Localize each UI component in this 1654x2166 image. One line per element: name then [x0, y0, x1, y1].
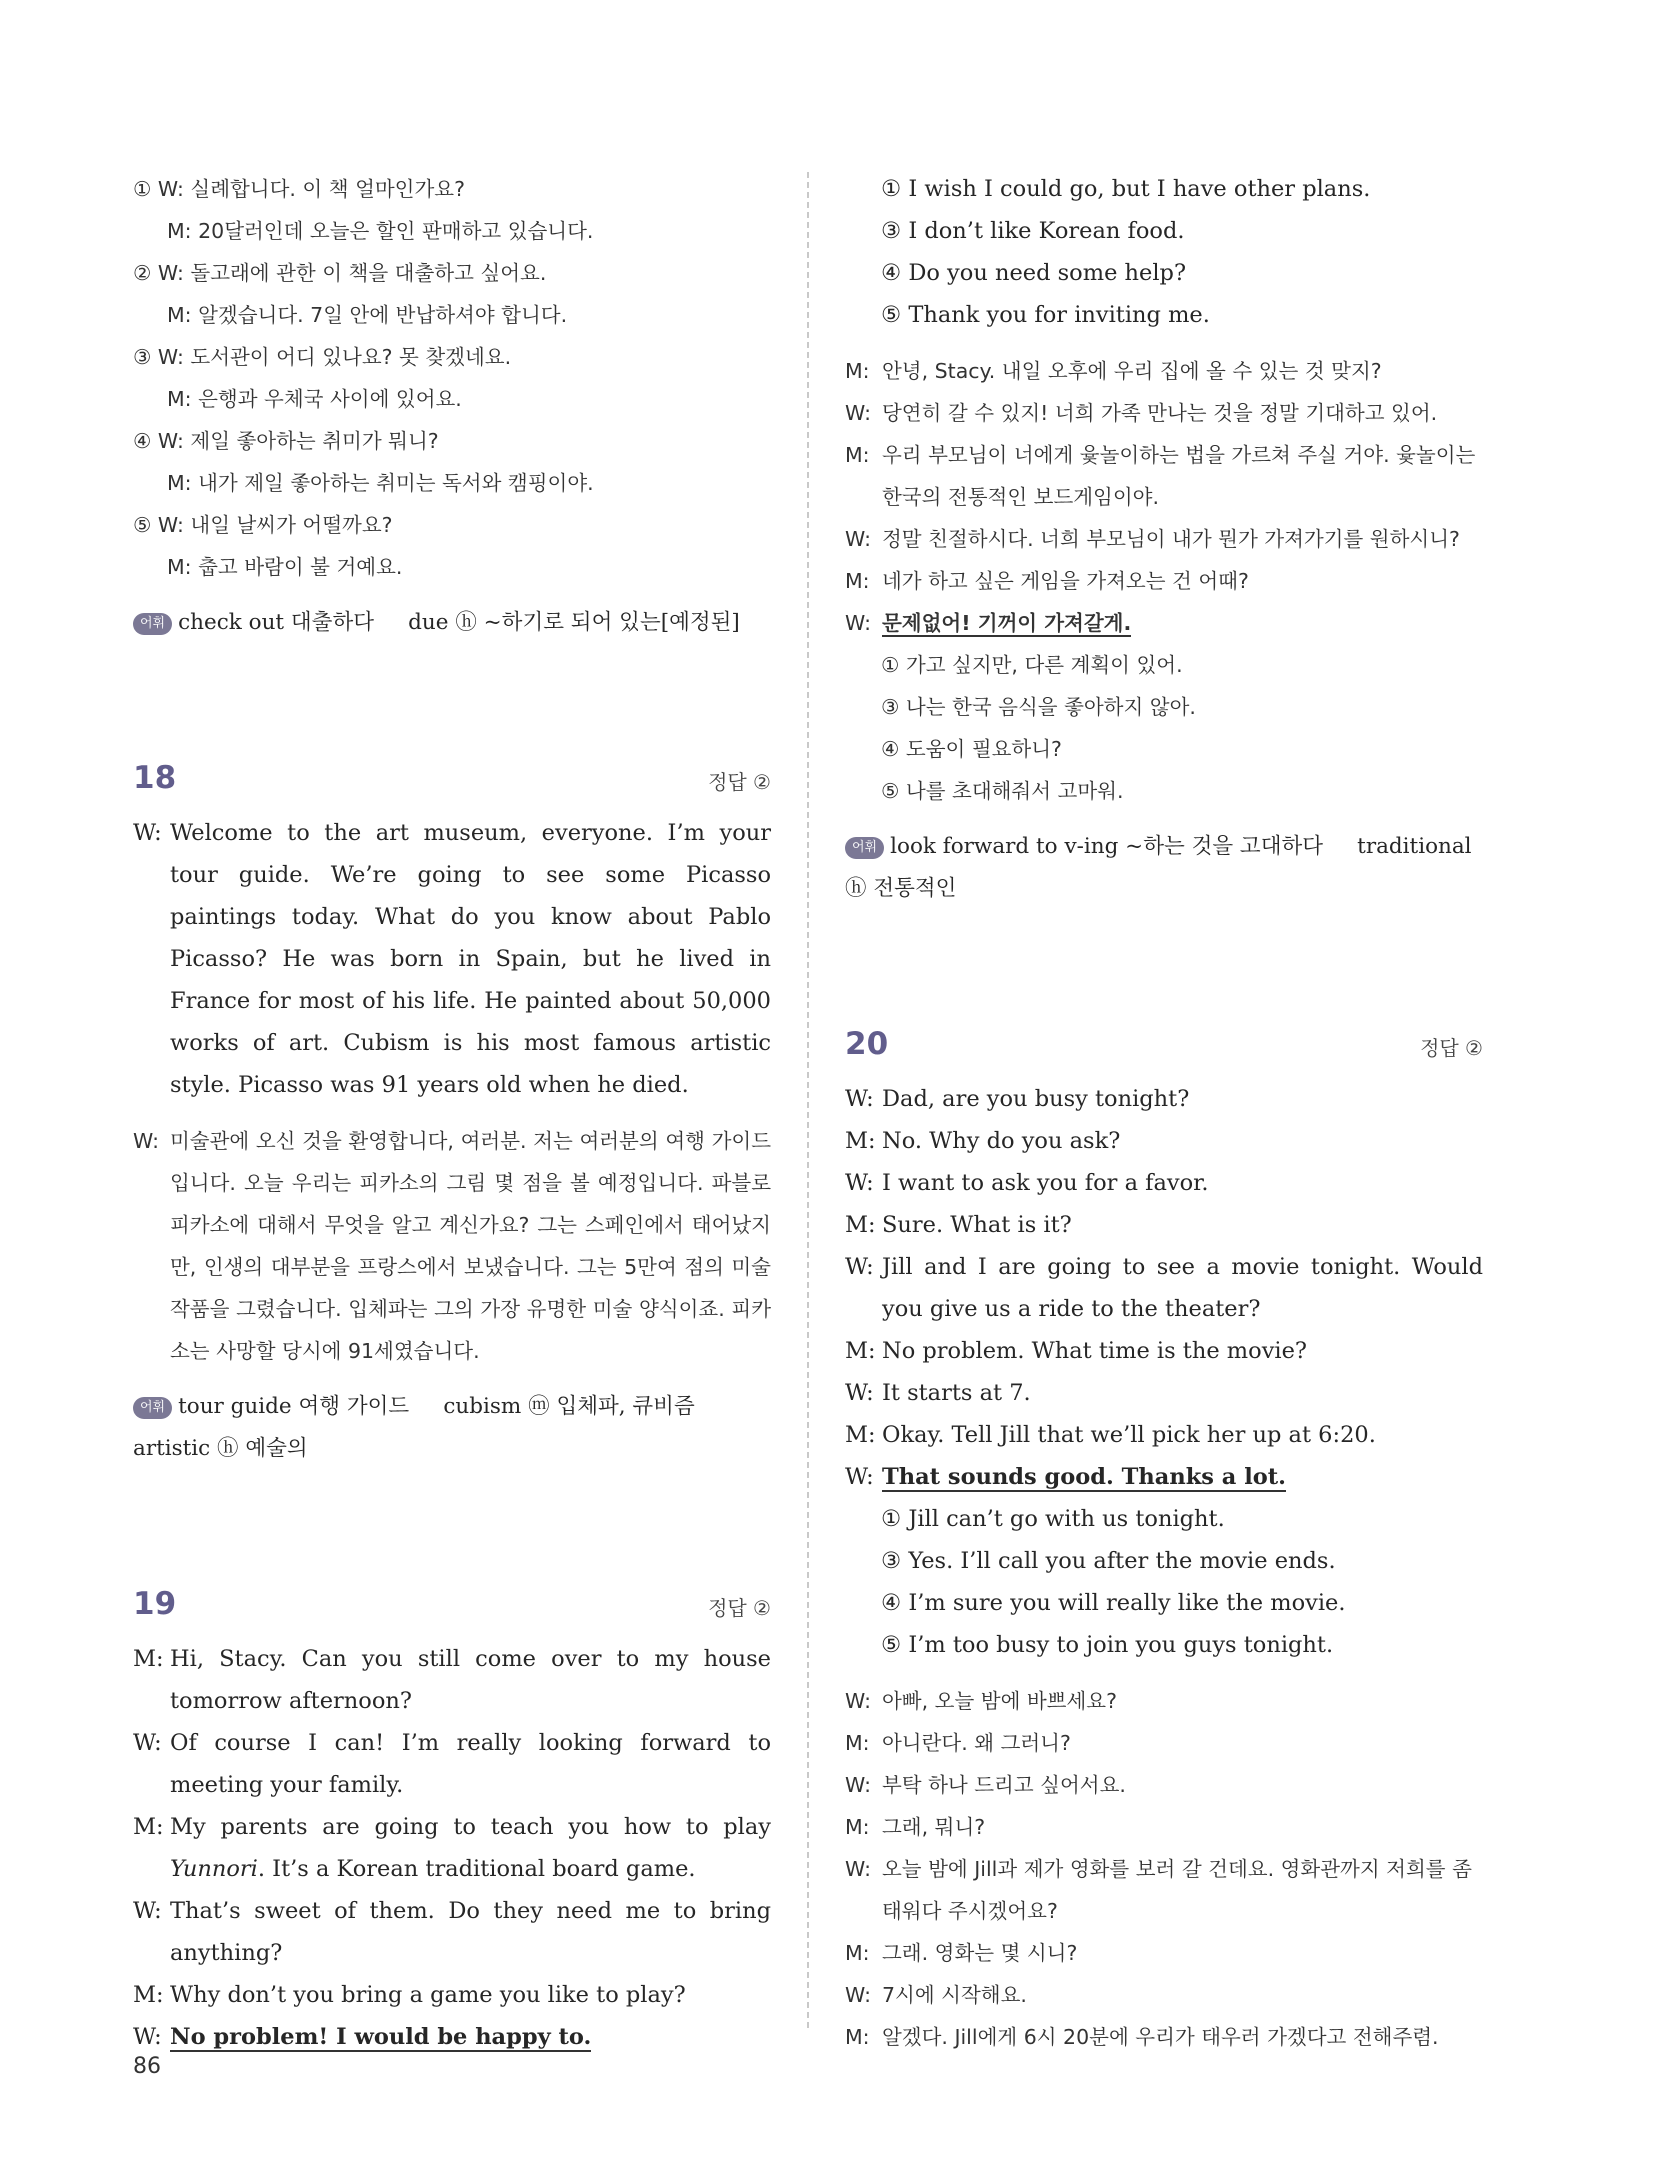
- option: ⑤ 나를 초대해줘서 고마워.: [881, 779, 1124, 803]
- line-text: 그래, 뭐니?: [882, 1815, 986, 1839]
- speaker: W:: [133, 1129, 159, 1153]
- line-text: [170, 1806, 771, 1890]
- line-text: 아빠, 오늘 밤에 바쁘세요?: [882, 1689, 1117, 1713]
- speaker: M:: [845, 1815, 870, 1839]
- option: ① 가고 싶지만, 다른 계획이 있어.: [881, 653, 1183, 677]
- option: ① Jill can’t go with us tonight.: [881, 1506, 1225, 1532]
- vocab-text: check out 대출하다 due ⓗ ~하기로 되어 있는[예정된]: [178, 610, 740, 635]
- option-3-w: ③ W: 도서관이 어디 있나요? 못 찾겠네요.: [133, 345, 512, 369]
- option-5-w: ⑤ W: 내일 날씨가 어떨까요?: [133, 513, 393, 537]
- line-text: 아니란다. 왜 그러니?: [882, 1731, 1071, 1755]
- dialogue-line: [845, 350, 1483, 392]
- dialogue-line: [845, 1372, 1483, 1414]
- line-text: 정말 친절하시다. 너희 부모님이 내가 뭔가 가져가기를 원하시니?: [882, 527, 1460, 551]
- dialogue-line: [845, 1162, 1483, 1204]
- right-column: [845, 168, 1483, 2058]
- q19-korean: [845, 350, 1483, 812]
- correct-answer: That sounds good. Thanks a lot.: [882, 1464, 1287, 1490]
- dialogue-line: [845, 1330, 1483, 1372]
- line-text: That’s sweet of them. Do they need me to bring anything?: [170, 1898, 771, 1966]
- line-text-part: . It’s a Korean traditional board game.: [257, 1856, 696, 1882]
- q17-korean-options: [133, 168, 771, 588]
- option-2-w: ② W: 돌고래에 관한 이 책을 대출하고 싶어요.: [133, 261, 547, 285]
- game-name: Yunnori: [170, 1856, 258, 1882]
- question-number: 20: [845, 1026, 889, 1062]
- dialogue-line: [133, 1974, 771, 2016]
- dialogue-line: [845, 560, 1483, 602]
- answer-label: 정답 ②: [708, 1596, 771, 1620]
- vocab-19: [845, 826, 1483, 910]
- line-text-part: My parents are going to teach you how to play: [170, 1814, 771, 1840]
- speaker: M:: [845, 1212, 876, 1238]
- option-2-m: M: 알겠습니다. 7일 안에 반납하셔야 합니다.: [167, 303, 568, 327]
- dialogue-line: [845, 1246, 1483, 1330]
- dialogue-line-answer: [845, 1456, 1483, 1498]
- q18-header: [133, 748, 771, 812]
- question-number: 19: [133, 1586, 177, 1622]
- speaker: M:: [845, 2025, 870, 2049]
- monologue: Welcome to the art museum, everyone. I’m your tour guide. We’re going to see some Picasso paintings today. What do you know about Pablo Picasso? He was born in Spain, but he lived in France for most of his life. He painted about 50,000 works of art. Cubism is his most famous artistic style. Picasso was 91 years old when he died.: [170, 820, 771, 1098]
- option-4-m: M: 내가 제일 좋아하는 취미는 독서와 캠핑이야.: [167, 471, 594, 495]
- speaker: M:: [845, 1338, 876, 1364]
- line-text: I want to ask you for a favor.: [882, 1170, 1209, 1196]
- speaker: W:: [845, 1689, 871, 1713]
- speaker: W:: [845, 527, 871, 551]
- line-text: No problem. What time is the movie?: [882, 1338, 1307, 1364]
- dialogue-line: [845, 2016, 1483, 2058]
- option: ④ Do you need some help?: [881, 260, 1187, 286]
- speaker: W:: [133, 820, 162, 846]
- dialogue-line: [845, 1414, 1483, 1456]
- speaker: M:: [845, 443, 870, 467]
- page-number: 86: [133, 2054, 161, 2079]
- line-text: Why don’t you bring a game you like to play?: [170, 1982, 686, 2008]
- correct-answer: 문제없어! 기꺼이 가져갈게.: [882, 611, 1132, 635]
- dialogue-line: [845, 434, 1483, 518]
- speaker: M:: [845, 569, 870, 593]
- speaker: M:: [845, 1128, 876, 1154]
- line-text: Of course I can! I’m really looking forward to meeting your family.: [170, 1730, 771, 1798]
- dialogue-line: [845, 518, 1483, 560]
- option-3-m: M: 은행과 우체국 사이에 있어요.: [167, 387, 462, 411]
- option: ⑤ Thank you for inviting me.: [881, 302, 1210, 328]
- line-text: 네가 하고 싶은 게임을 가져오는 건 어때?: [882, 569, 1249, 593]
- option: ④ 도움이 필요하니?: [881, 737, 1062, 761]
- option-4-w: ④ W: 제일 좋아하는 취미가 뭐니?: [133, 429, 439, 453]
- column-divider: [807, 172, 809, 2028]
- dialogue-line: [133, 1722, 771, 1806]
- vocab-text: tour guide 여행 가이드 cubism ⓜ 입체파, 큐비즘 artistic ⓗ 예술의: [133, 1394, 729, 1461]
- speaker: W:: [845, 401, 871, 425]
- dialogue-line-answer: [133, 2016, 771, 2058]
- line-text: Hi, Stacy. Can you still come over to my house tomorrow afternoon?: [170, 1646, 771, 1714]
- line-text: 오늘 밤에 Jill과 제가 영화를 보러 갈 건데요. 영화관까지 저희를 좀 태워다 주시겠어요?: [882, 1857, 1472, 1923]
- q18-korean: [133, 1120, 771, 1372]
- correct-answer: No problem! I would be happy to.: [170, 2024, 592, 2050]
- dialogue-line: [845, 1974, 1483, 2016]
- line-text: Sure. What is it?: [882, 1212, 1072, 1238]
- line-text: 알겠다. Jill에게 6시 20분에 우리가 태우러 가겠다고 전해주렴.: [882, 2025, 1439, 2049]
- option: ⑤ I’m too busy to join you guys tonight.: [881, 1632, 1334, 1658]
- speaker: W:: [845, 1464, 874, 1490]
- q20-korean: [845, 1680, 1483, 2058]
- speaker: M:: [845, 359, 870, 383]
- line-text: 그래. 영화는 몇 시니?: [882, 1941, 1078, 1965]
- answer-label: 정답 ②: [708, 770, 771, 794]
- speaker: M:: [133, 1646, 164, 1672]
- speaker: W:: [133, 1730, 162, 1756]
- option: ③ I don’t like Korean food.: [881, 218, 1185, 244]
- vocab-badge: 어휘: [133, 613, 172, 635]
- speaker: M:: [845, 1941, 870, 1965]
- speaker: W:: [133, 1898, 162, 1924]
- question-number: 18: [133, 760, 177, 796]
- option: ③ 나는 한국 음식을 좋아하지 않아.: [881, 695, 1196, 719]
- option-5-m: M: 춥고 바람이 불 거예요.: [167, 555, 403, 579]
- speaker: M:: [133, 1982, 164, 2008]
- speaker: W:: [845, 1380, 874, 1406]
- option-1-w: ① W: 실례합니다. 이 책 얼마인가요?: [133, 177, 465, 201]
- dialogue-line: [845, 1932, 1483, 1974]
- vocab-text: look forward to v-ing ~하는 것을 고대하다 traditional ⓗ 전통적인: [845, 834, 1479, 901]
- q20-header: [845, 1014, 1483, 1078]
- answer-label: 정답 ②: [1420, 1036, 1483, 1060]
- speaker: M:: [133, 1814, 164, 1840]
- speaker: M:: [845, 1731, 870, 1755]
- line-text: It starts at 7.: [882, 1380, 1031, 1406]
- dialogue-line: [845, 392, 1483, 434]
- option: ① I wish I could go, but I have other plans.: [881, 176, 1371, 202]
- dialogue-line: [845, 1204, 1483, 1246]
- line-text: No. Why do you ask?: [882, 1128, 1121, 1154]
- dialogue-line: [845, 1078, 1483, 1120]
- option-1-m: M: 20달러인데 오늘은 할인 판매하고 있습니다.: [167, 219, 594, 243]
- dialogue-line: [133, 1638, 771, 1722]
- vocab-badge: 어휘: [845, 837, 884, 859]
- dialogue-line: [133, 1890, 771, 1974]
- q19-options-en: [845, 168, 1483, 336]
- dialogue-line: [133, 1806, 771, 1890]
- option: ③ Yes. I’ll call you after the movie ends.: [881, 1548, 1336, 1574]
- dialogue-line: [845, 1680, 1483, 1722]
- dialogue-line-answer: [845, 602, 1483, 644]
- line-text: 7시에 시작해요.: [882, 1983, 1027, 2007]
- line-text: 부탁 하나 드리고 싶어서요.: [882, 1773, 1126, 1797]
- speaker: M:: [845, 1422, 876, 1448]
- speaker: W:: [845, 611, 871, 635]
- speaker: W:: [845, 1086, 874, 1112]
- left-column: [133, 168, 771, 2058]
- vocab-18: [133, 1386, 771, 1470]
- speaker: W:: [133, 2024, 162, 2050]
- dialogue-line: [845, 1120, 1483, 1162]
- q19-header: [133, 1574, 771, 1638]
- vocab-badge: 어휘: [133, 1397, 172, 1419]
- line-text: 우리 부모님이 너에게 윷놀이하는 법을 가르쳐 주실 거야. 윷놀이는 한국의 전통적인 보드게임이야.: [882, 443, 1476, 509]
- translation: 미술관에 오신 것을 환영합니다, 여러분. 저는 여러분의 여행 가이드입니다. 오늘 우리는 피카소의 그림 몇 점을 볼 예정입니다. 파블로 피카소에 대해서 무엇을 알고 계신가요? 그는 스페인에서 태어났지만, 인생의 대부분을 프랑스에서 보냈습니다. 그는 5만여 점의 미술 작품을 그렸습니다. 입체파는 그의 가장 유명한 미술 양식이죠. 피카소는 사망할 당시에 91세였습니다.: [170, 1129, 771, 1363]
- dialogue-line: [845, 1722, 1483, 1764]
- speaker: W:: [845, 1254, 874, 1280]
- speaker: W:: [845, 1857, 871, 1881]
- q18-english: [133, 812, 771, 1106]
- line-text: Okay. Tell Jill that we’ll pick her up at 6:20.: [882, 1422, 1376, 1448]
- option: ④ I’m sure you will really like the movie.: [881, 1590, 1346, 1616]
- q20-dialogue: [845, 1078, 1483, 1666]
- line-text: 당연히 갈 수 있지! 너희 가족 만나는 것을 정말 기대하고 있어.: [882, 401, 1438, 425]
- line-text: Jill and I are going to see a movie tonight. Would you give us a ride to the theater?: [882, 1254, 1483, 1322]
- dialogue-line: [845, 1764, 1483, 1806]
- q19-dialogue: [133, 1638, 771, 2058]
- dialogue-line: [845, 1848, 1483, 1932]
- speaker: W:: [845, 1170, 874, 1196]
- speaker: W:: [845, 1773, 871, 1797]
- dialogue-line: [845, 1806, 1483, 1848]
- line-text: 안녕, Stacy. 내일 오후에 우리 집에 올 수 있는 것 맞지?: [882, 359, 1382, 383]
- speaker: W:: [845, 1983, 871, 2007]
- line-text: Dad, are you busy tonight?: [882, 1086, 1190, 1112]
- vocab-17: [133, 602, 771, 644]
